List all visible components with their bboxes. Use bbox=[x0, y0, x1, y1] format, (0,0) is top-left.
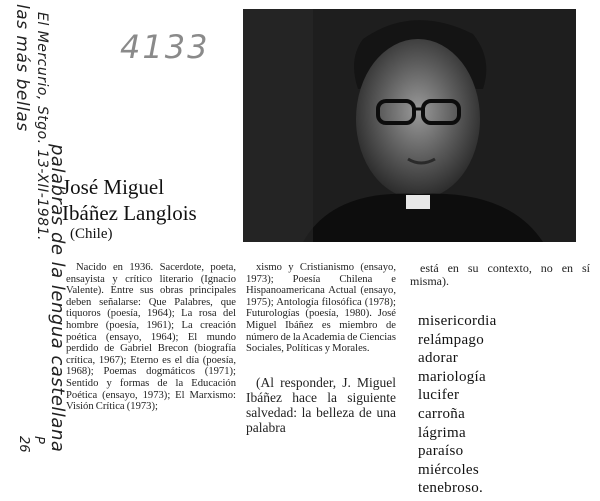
annotation-line-2: El Mercurio, Stgo. 13-XII-1981. bbox=[34, 12, 50, 241]
catalog-number: 4133 bbox=[120, 28, 210, 66]
annotation-line-1: las más bellas bbox=[12, 4, 32, 132]
biography-text-2: xismo y Cristianismo (ensayo, 1973); Poesía Chilena e Hispanoamericana Actual (ensayo, 1975); Antología filosófica (1978); Futurologías (poesía, 1980). José Miguel Ibáñez es miembro de número de la Academia de Ciencias Sociales, Políticas y Morales. bbox=[246, 262, 396, 355]
biography-column-1 bbox=[66, 262, 236, 492]
word-item: adorar bbox=[418, 350, 459, 367]
word-item: tenebroso. bbox=[418, 480, 484, 497]
word-item: lágrima bbox=[418, 424, 466, 441]
word-item: mariología bbox=[418, 368, 486, 385]
biography-text-1: Nacido en 1936. Sacerdote, poeta, ensayista y crítico literario (Ignacio Valente). Entre sus obras principales deben señalarse: Que Palabres, que tiquoros (poesía, 1964); La rosa del hombre (poesía, 1961); La creación poética (ensayo, 1964); El mundo perdido de Gabriel Brecon (biografía crítica, 1967); Eterno es el día (poesía, 1968); Poemas dogmáticos (1971); Sentido y formas de la Educación Poética (ensayo, 1973); El Marxismo: Visión Crítica (1973); bbox=[66, 262, 236, 413]
word-item: misericordia bbox=[418, 313, 497, 329]
author-name-line-1: José Miguel bbox=[62, 175, 165, 199]
author-name-line-2: Ibáñez Langlois bbox=[62, 201, 197, 225]
author-name bbox=[62, 174, 242, 226]
annotation-page-ref: P 26 bbox=[16, 436, 46, 453]
word-item: paraíso bbox=[418, 443, 464, 460]
author-photo bbox=[243, 9, 576, 242]
word-item: lucifer bbox=[418, 387, 460, 404]
word-item: carroña bbox=[418, 405, 466, 422]
handwritten-annotation bbox=[6, 4, 66, 494]
annotation-line-3: palabras de la lengua castellana bbox=[47, 144, 68, 453]
favorite-words-list bbox=[418, 312, 590, 498]
portrait-image bbox=[243, 9, 576, 242]
remark-continuation: está en su contexto, no en sí misma). bbox=[410, 261, 590, 288]
author-country: (Chile) bbox=[70, 226, 113, 242]
word-item: miércoles bbox=[418, 461, 480, 478]
word-list-column bbox=[410, 262, 590, 498]
word-item: relámpago bbox=[418, 331, 485, 348]
author-remark: (Al responder, J. Miguel Ibáñez hace la siguiente salvedad: la belleza de una palabra bbox=[246, 374, 396, 435]
biography-column-2 bbox=[246, 262, 396, 439]
